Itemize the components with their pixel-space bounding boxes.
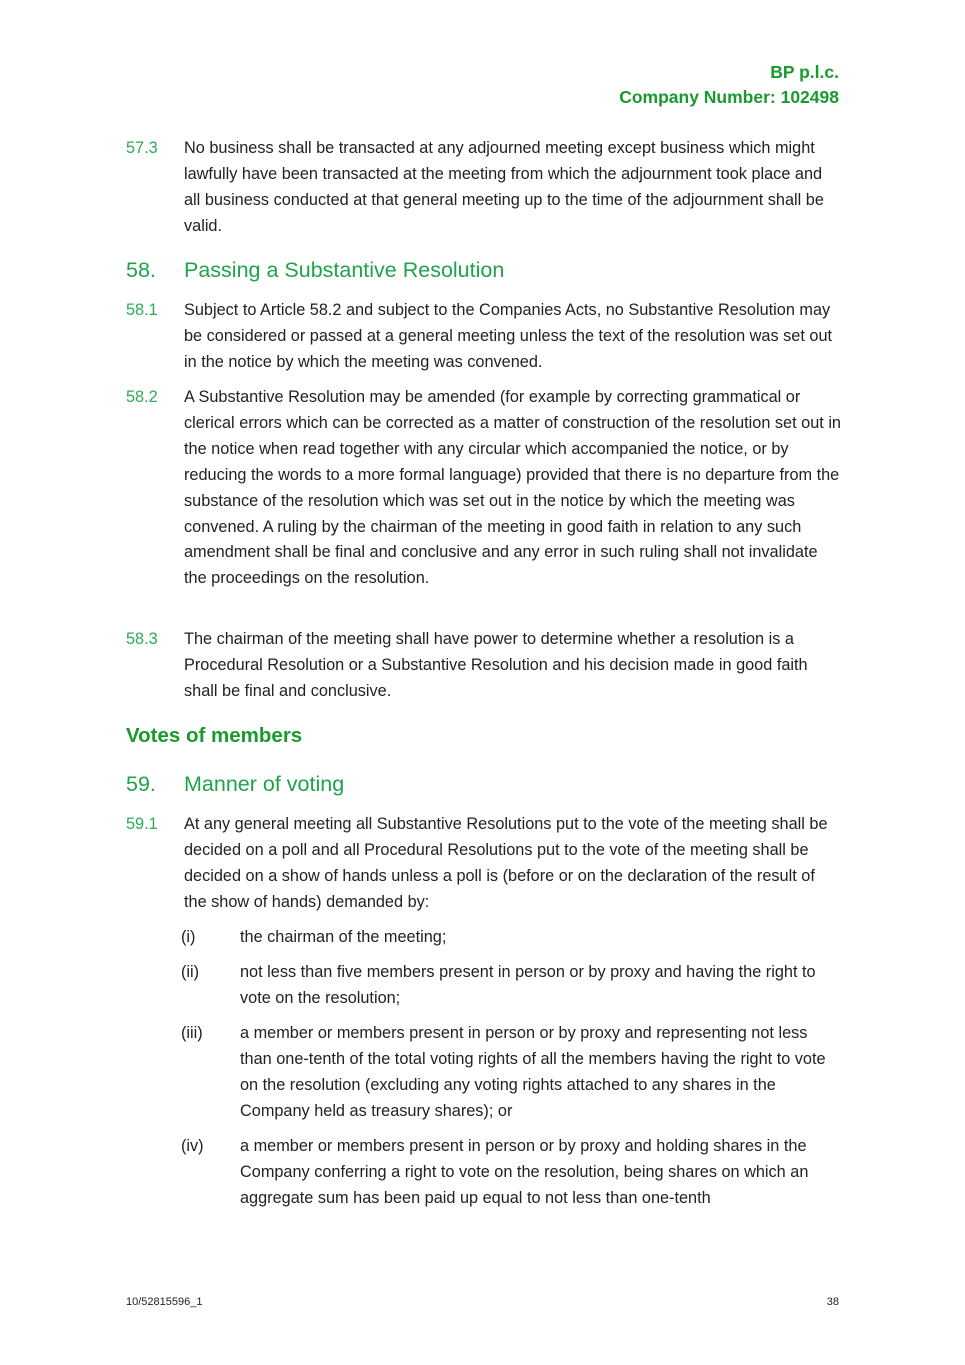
- clause-number: 59.1: [126, 815, 158, 833]
- clause-number: 58.1: [126, 301, 158, 319]
- list-item-number: (i): [181, 928, 196, 946]
- heading-number: 59.: [126, 772, 156, 796]
- clause-number: 58.3: [126, 630, 158, 648]
- clause-number: 58.2: [126, 388, 158, 406]
- clause-58-2: [126, 385, 841, 592]
- list-item-text: a member or members present in person or by proxy and representing not less than one-tenth of the total voting rights of all the members having the right to vote on the resolution (excluding any voting rights attached to any shares in the Company held as treasury shares); or: [240, 1024, 826, 1120]
- clause-text: The chairman of the meeting shall have power to determine whether a resolution is a Procedural Resolution or a Substantive Resolution and his decision made in good faith shall be final and conclusive.: [184, 630, 808, 700]
- heading-title: Passing a Substantive Resolution: [184, 258, 505, 282]
- list-item-text: the chairman of the meeting;: [240, 928, 447, 946]
- clause-59-1: [126, 812, 841, 916]
- footer-doc-ref: 10/52815596_1: [126, 1296, 203, 1308]
- company-name: BP p.l.c.: [770, 62, 839, 82]
- list-item-i: [181, 925, 841, 951]
- footer-page-number: 38: [826, 1296, 839, 1308]
- clause-text: A Substantive Resolution may be amended (for example by correcting grammatical or clerical errors which can be corrected as a matter of construction of the resolution set out in the notice when read together with any circular which accompanied the notice, or by reducing the words to a more formal language) provided that there is no departure from the substance of the resolution which was set out in the notice by which the meeting was convened. A ruling by the chairman of the meeting in good faith in relation to any such amendment shall be final and conclusive and any error in such ruling shall not invalidate the proceedings on the resolution.: [184, 388, 841, 588]
- list-item-number: (ii): [181, 963, 200, 981]
- list-item-text: a member or members present in person or by proxy and holding shares in the Company conferring a right to vote on the resolution, being shares on which an aggregate sum has been paid up equal to not less than one-tenth: [240, 1137, 809, 1207]
- heading-59: [126, 770, 344, 798]
- clause-text: At any general meeting all Substantive Resolutions put to the vote of the meeting shall be decided on a poll and all Procedural Resolutions put to the vote of the meeting shall be decided on a show of hands unless a poll is (before or on the declaration of the result of the show of hands) demanded by:: [184, 815, 828, 911]
- list-item-ii: [181, 960, 841, 1012]
- clause-text: No business shall be transacted at any adjourned meeting except business which might lawfully have been transacted at the meeting from which the adjournment took place and all business conducted at that general meeting up to the time of the adjournment shall be valid.: [184, 139, 824, 235]
- clause-58-1: [126, 298, 841, 376]
- company-number: Company Number: 102498: [619, 87, 839, 107]
- heading-58: [126, 256, 504, 284]
- clause-text: Subject to Article 58.2 and subject to the Companies Acts, no Substantive Resolution may be considered or passed at a general meeting unless the text of the resolution was set out in the notice by which the meeting was convened.: [184, 301, 833, 371]
- heading-title: Manner of voting: [184, 772, 345, 796]
- section-heading-votes-of-members: Votes of members: [126, 724, 303, 747]
- heading-number: 58.: [126, 258, 156, 282]
- list-item-number: (iii): [181, 1024, 203, 1042]
- list-item-iv: [181, 1134, 841, 1212]
- clause-number: 57.3: [126, 139, 158, 157]
- list-item-text: not less than five members present in person or by proxy and having the right to vote on the resolution;: [240, 963, 816, 1007]
- clause-57-3: [126, 136, 841, 240]
- list-item-number: (iv): [181, 1137, 204, 1155]
- page-header: [619, 60, 839, 110]
- list-item-iii: [181, 1021, 841, 1125]
- clause-58-3: [126, 627, 841, 705]
